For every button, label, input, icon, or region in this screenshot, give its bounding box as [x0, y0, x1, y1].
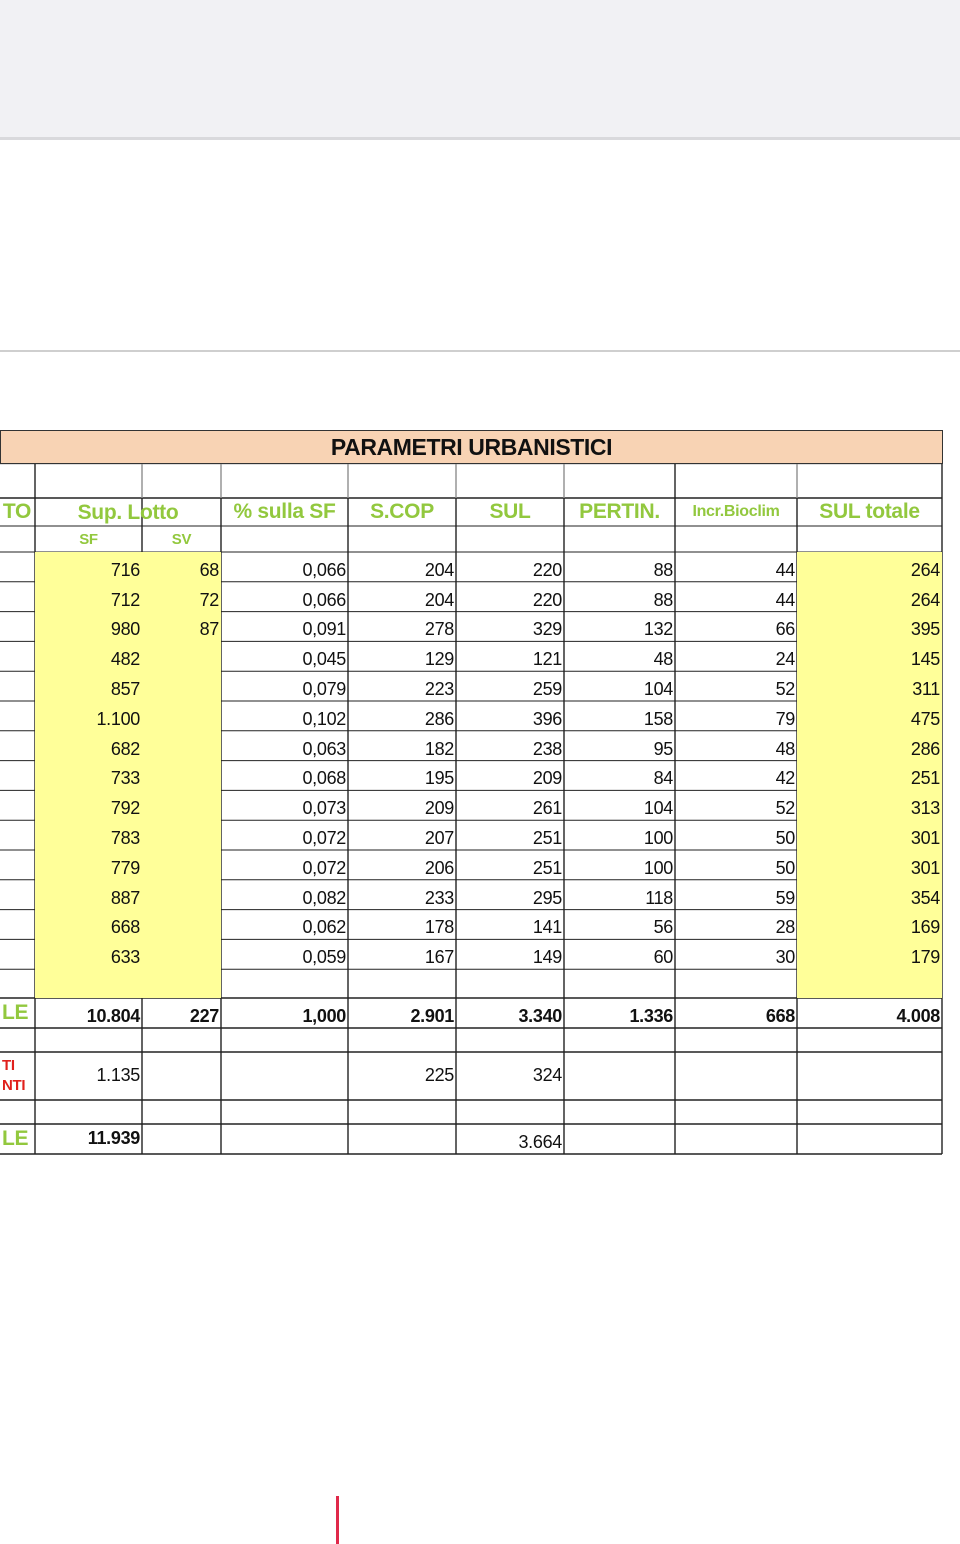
cell-sf: 716 [35, 552, 142, 582]
header-scop: S.COP [370, 500, 434, 523]
app-toolbar [0, 0, 960, 140]
cell-scop: 206 [424, 857, 454, 878]
cell-sul: 149 [532, 947, 562, 968]
cell-sf: 857 [35, 671, 142, 701]
cell-sul-totale: 311 [797, 671, 942, 701]
cell-scop: 167 [424, 947, 454, 968]
cell-pct-sf: 0,072 [302, 857, 346, 878]
cell-sf: 668 [35, 910, 142, 940]
cell-sul-totale: 251 [797, 761, 942, 791]
cell-sv [142, 910, 221, 940]
cell-sv: 72 [142, 582, 221, 612]
blank-yellow-cell [797, 969, 942, 998]
cell-incr-bioclim: 24 [775, 649, 795, 670]
cell-incr-bioclim: 44 [775, 589, 795, 610]
blank-yellow-cell [35, 969, 221, 998]
cell-sul-totale: 354 [797, 880, 942, 910]
header-sul-totale: SUL totale [819, 500, 920, 523]
cell-pertin: 84 [653, 768, 673, 789]
cell-sul: 220 [532, 589, 562, 610]
cell-incr-bioclim: 59 [775, 887, 795, 908]
cell-pertin: 95 [653, 738, 673, 759]
cell-incr-bioclim: 52 [775, 798, 795, 819]
cell-sf: 712 [35, 582, 142, 612]
cell-sul: 209 [532, 768, 562, 789]
cell-sul: 396 [532, 708, 562, 729]
cell-pertin: 88 [653, 589, 673, 610]
spreadsheet-table [0, 430, 943, 1156]
totale-sul: 3.340 [518, 1006, 562, 1026]
totale-generale-sf: 11.939 [87, 1128, 140, 1148]
totale-generale-sul: 3.664 [518, 1132, 562, 1152]
cell-scop: 129 [424, 649, 454, 670]
cell-incr-bioclim: 79 [775, 708, 795, 729]
cell-pertin: 158 [643, 708, 673, 729]
esistenti-label-line: NTI [2, 1076, 26, 1094]
cell-incr-bioclim: 28 [775, 917, 795, 938]
cell-scop: 204 [424, 589, 454, 610]
esistenti-scop: 225 [424, 1065, 454, 1085]
cell-scop: 195 [424, 768, 454, 789]
cell-sul-totale: 179 [797, 939, 942, 969]
cell-sf: 783 [35, 820, 142, 850]
header-sv: SV [171, 530, 192, 548]
cell-sv [142, 939, 221, 969]
cell-sf: 682 [35, 731, 142, 761]
cell-incr-bioclim: 44 [775, 559, 795, 580]
cell-pertin: 60 [653, 947, 673, 968]
esistenti-label-fragment [0, 1052, 35, 1100]
totale-label-fragment: LE [2, 1000, 29, 1024]
cell-pct-sf: 0,082 [302, 887, 346, 908]
cell-incr-bioclim: 66 [775, 619, 795, 640]
esistenti-sf: 1.135 [96, 1065, 140, 1085]
cell-sf: 1.100 [35, 701, 142, 731]
esistenti-label-line: TI [2, 1056, 15, 1074]
cell-sv: 87 [142, 612, 221, 642]
cell-sv [142, 701, 221, 731]
header-cell-first-fragment: TO [2, 500, 32, 523]
header-pertin: PERTIN. [579, 500, 660, 523]
header-incr-bioclim: Incr.Bioclim [692, 503, 780, 520]
esistenti-sul: 324 [532, 1065, 562, 1085]
cell-pertin: 132 [643, 619, 673, 640]
cell-pct-sf: 0,102 [302, 708, 346, 729]
cell-sul-totale: 395 [797, 612, 942, 642]
cell-incr-bioclim: 30 [775, 947, 795, 968]
cell-scop: 207 [424, 827, 454, 848]
totale-generale-label-fragment: LE [2, 1126, 29, 1150]
cell-pct-sf: 0,091 [302, 619, 346, 640]
cell-pertin: 100 [643, 857, 673, 878]
cell-sul-totale: 169 [797, 910, 942, 940]
cell-scop: 233 [424, 887, 454, 908]
cell-sv [142, 761, 221, 791]
cell-pct-sf: 0,062 [302, 917, 346, 938]
header-sf: SF [79, 530, 98, 548]
cell-sul-totale: 475 [797, 701, 942, 731]
cell-scop: 278 [424, 619, 454, 640]
cell-sul-totale: 313 [797, 790, 942, 820]
cell-sul: 238 [532, 738, 562, 759]
cell-scop: 182 [424, 738, 454, 759]
cell-incr-bioclim: 42 [775, 768, 795, 789]
cell-sul-totale: 301 [797, 820, 942, 850]
cell-sul: 261 [532, 798, 562, 819]
cell-sv [142, 671, 221, 701]
cell-incr-bioclim: 50 [775, 827, 795, 848]
cell-sv [142, 880, 221, 910]
cell-sf: 779 [35, 850, 142, 880]
cell-sul: 251 [532, 857, 562, 878]
cell-pertin: 118 [645, 887, 673, 908]
cell-sv [142, 641, 221, 671]
cell-pertin: 88 [653, 559, 673, 580]
cell-sf: 733 [35, 761, 142, 791]
cell-sul: 329 [532, 619, 562, 640]
totale-pertin: 1.336 [629, 1006, 673, 1026]
cell-scop: 286 [424, 708, 454, 729]
cell-sf: 792 [35, 790, 142, 820]
cell-sf: 887 [35, 880, 142, 910]
cell-pertin: 56 [653, 917, 673, 938]
totale-incr-bioclim: 668 [765, 1006, 795, 1026]
cell-sf: 633 [35, 939, 142, 969]
cell-sv [142, 790, 221, 820]
cell-incr-bioclim: 48 [775, 738, 795, 759]
header-sul: SUL [489, 500, 531, 523]
cell-pertin: 104 [643, 678, 673, 699]
sheet-title: PARAMETRI URBANISTICI [0, 430, 943, 464]
cell-sul: 141 [532, 917, 562, 938]
cell-sul: 251 [532, 827, 562, 848]
cell-sul-totale: 145 [797, 641, 942, 671]
totale-scop: 2.901 [410, 1006, 454, 1026]
cell-pct-sf: 0,059 [302, 947, 346, 968]
cell-sv [142, 820, 221, 850]
cell-sv: 68 [142, 552, 221, 582]
page-divider [0, 350, 960, 352]
totale-sv: 227 [189, 1006, 219, 1026]
cell-pct-sf: 0,066 [302, 589, 346, 610]
header-pct-sf: % sulla SF [233, 500, 336, 523]
cell-sul: 220 [532, 559, 562, 580]
cell-pct-sf: 0,073 [302, 798, 346, 819]
text-cursor [336, 1496, 339, 1544]
cell-sul-totale: 264 [797, 552, 942, 582]
totale-pct-sf: 1,000 [302, 1006, 346, 1026]
cell-pertin: 100 [643, 827, 673, 848]
cell-pct-sf: 0,068 [302, 768, 346, 789]
cell-pct-sf: 0,072 [302, 827, 346, 848]
cell-sul-totale: 301 [797, 850, 942, 880]
cell-pertin: 48 [653, 649, 673, 670]
cell-incr-bioclim: 52 [775, 678, 795, 699]
cell-scop: 223 [424, 678, 454, 699]
cell-sv [142, 850, 221, 880]
cell-scop: 178 [424, 917, 454, 938]
cell-sul: 295 [532, 887, 562, 908]
totale-sul-totale: 4.008 [896, 1006, 940, 1026]
cell-incr-bioclim: 50 [775, 857, 795, 878]
cell-pct-sf: 0,079 [302, 678, 346, 699]
header-sup-lotto: Sup. Lotto [77, 501, 179, 524]
cell-sul: 121 [532, 649, 562, 670]
cell-sul-totale: 264 [797, 582, 942, 612]
cell-scop: 209 [424, 798, 454, 819]
totale-sf: 10.804 [86, 1006, 140, 1026]
cell-sf: 482 [35, 641, 142, 671]
cell-pct-sf: 0,066 [302, 559, 346, 580]
cell-pertin: 104 [643, 798, 673, 819]
cell-pct-sf: 0,063 [302, 738, 346, 759]
cell-scop: 204 [424, 559, 454, 580]
cell-sf: 980 [35, 612, 142, 642]
cell-sul: 259 [532, 678, 562, 699]
cell-pct-sf: 0,045 [302, 649, 346, 670]
cell-sv [142, 731, 221, 761]
cell-sul-totale: 286 [797, 731, 942, 761]
